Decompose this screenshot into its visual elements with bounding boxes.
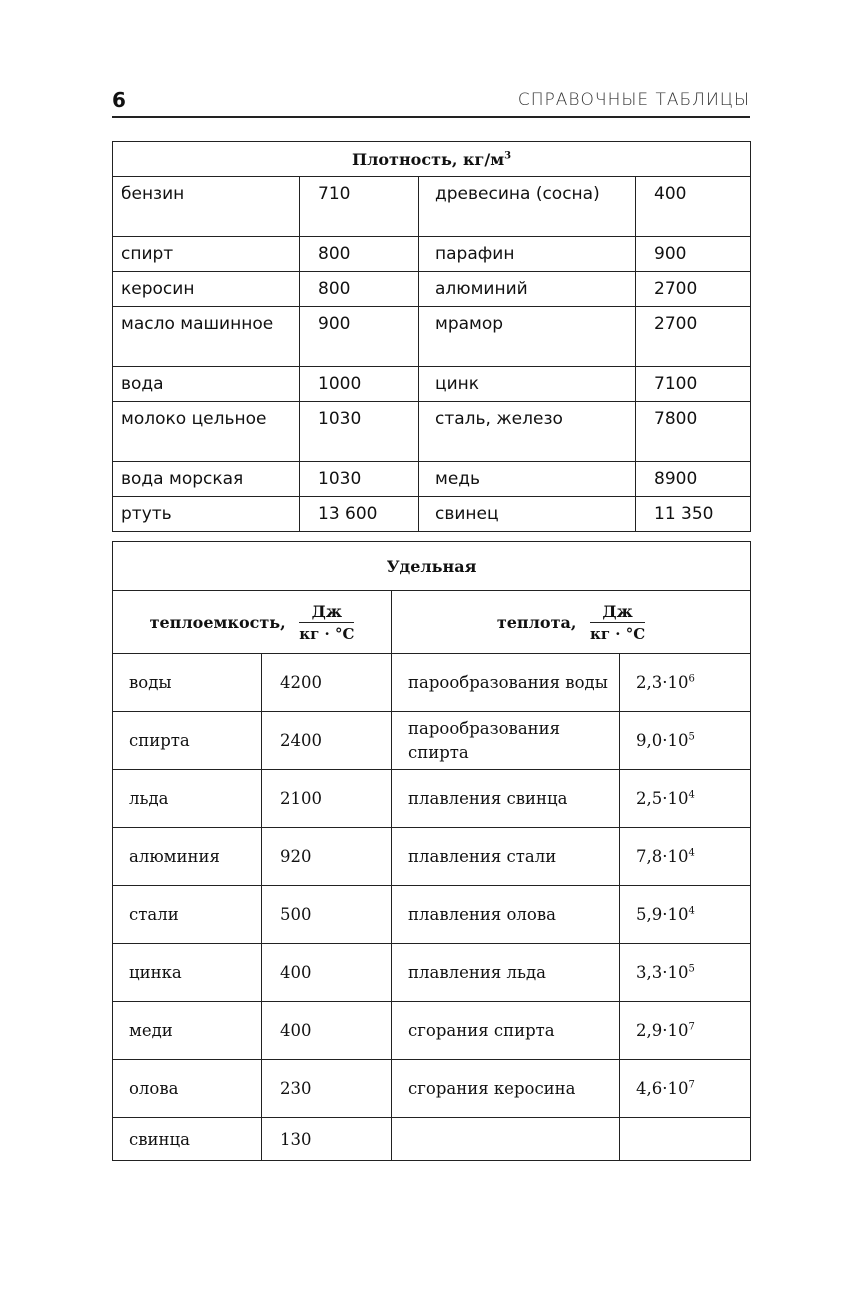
heat-value [620, 944, 751, 1002]
heat-value-mantissa: 3,3 [636, 963, 663, 982]
density-name: вода морская [113, 462, 300, 497]
density-value: 13 600 [300, 497, 419, 532]
heat-capacity-value: 230 [262, 1060, 392, 1118]
density-title-superscript: 3 [504, 150, 512, 162]
heat-value [620, 712, 751, 770]
heat-process: плавления льда [392, 944, 620, 1002]
heat-substance: олова [113, 1060, 262, 1118]
density-value: 8900 [636, 462, 751, 497]
heat-value-mantissa: 4,6 [636, 1079, 663, 1098]
heat-substance: цинка [113, 944, 262, 1002]
heat-table [112, 541, 751, 1161]
heat-capacity-header [113, 591, 392, 654]
heat-capacity-value: 500 [262, 886, 392, 944]
table-row [113, 712, 751, 770]
times-ten: ·10 [662, 905, 689, 924]
heat-table-title: Удельная [113, 542, 751, 591]
density-name: ртуть [113, 497, 300, 532]
density-value: 710 [300, 177, 419, 237]
density-value: 1030 [300, 402, 419, 462]
heat-value-exponent: 7 [688, 1021, 695, 1033]
heat-value-mantissa: 9,0 [636, 731, 663, 750]
unit-denominator: кг · °С [590, 624, 646, 643]
density-value: 1030 [300, 462, 419, 497]
heat-value-exponent: 5 [688, 963, 695, 975]
table-row [113, 367, 751, 402]
table-row [113, 462, 751, 497]
heat-process: сгорания керосина [392, 1060, 620, 1118]
unit-denominator: кг · °С [299, 624, 355, 643]
heat-value [620, 654, 751, 712]
density-value: 2700 [636, 307, 751, 367]
page-header [112, 88, 750, 118]
times-ten: ·10 [662, 1021, 689, 1040]
density-name: молоко цельное [113, 402, 300, 462]
table-row [113, 237, 751, 272]
heat-value-exponent: 6 [688, 673, 695, 685]
density-table-title [113, 142, 751, 177]
table-row [113, 886, 751, 944]
heat-value [620, 1118, 751, 1161]
heat-value [620, 828, 751, 886]
times-ten: ·10 [662, 789, 689, 808]
heat-substance: воды [113, 654, 262, 712]
table-row [113, 654, 751, 712]
heat-process: парообразования спирта [392, 712, 620, 770]
heat-value-mantissa: 7,8 [636, 847, 663, 866]
density-value: 900 [636, 237, 751, 272]
density-name: масло машинное [113, 307, 300, 367]
running-title: СПРАВОЧНЫЕ ТАБЛИЦЫ [517, 90, 750, 110]
capacity-unit-fraction [299, 602, 354, 643]
table-row [113, 402, 751, 462]
heat-process [392, 1118, 620, 1161]
density-name: алюминий [419, 272, 636, 307]
table-row [113, 1118, 751, 1161]
heat-capacity-label: теплоемкость, [149, 612, 286, 632]
density-value: 7100 [636, 367, 751, 402]
times-ten: ·10 [662, 1079, 689, 1098]
density-value: 2700 [636, 272, 751, 307]
unit-numerator: Дж [299, 602, 354, 623]
table-row [113, 944, 751, 1002]
heat-capacity-value: 2400 [262, 712, 392, 770]
density-name: древесина (сосна) [419, 177, 636, 237]
heat-value-exponent: 4 [688, 905, 695, 917]
heat-value [620, 770, 751, 828]
density-value: 800 [300, 237, 419, 272]
density-value: 1000 [300, 367, 419, 402]
heat-unit-fraction [590, 602, 645, 643]
table-row [113, 177, 751, 237]
heat-value-mantissa: 2,5 [636, 789, 663, 808]
heat-process: сгорания спирта [392, 1002, 620, 1060]
density-name: спирт [113, 237, 300, 272]
heat-capacity-value: 920 [262, 828, 392, 886]
specific-heat-header [392, 591, 751, 654]
density-name: цинк [419, 367, 636, 402]
heat-capacity-value: 400 [262, 1002, 392, 1060]
heat-capacity-value: 2100 [262, 770, 392, 828]
heat-value [620, 1002, 751, 1060]
heat-substance: стали [113, 886, 262, 944]
table-row [113, 770, 751, 828]
density-value: 400 [636, 177, 751, 237]
heat-substance: спирта [113, 712, 262, 770]
table-row [113, 828, 751, 886]
unit-numerator: Дж [590, 602, 645, 623]
table-row [113, 497, 751, 532]
density-value: 7800 [636, 402, 751, 462]
heat-value-mantissa: 5,9 [636, 905, 663, 924]
heat-substance: свинца [113, 1118, 262, 1161]
density-name: парафин [419, 237, 636, 272]
page-number: 6 [112, 88, 126, 112]
heat-value [620, 1060, 751, 1118]
times-ten: ·10 [662, 673, 689, 692]
heat-value-mantissa: 2,3 [636, 673, 663, 692]
times-ten: ·10 [662, 963, 689, 982]
heat-process: плавления свинца [392, 770, 620, 828]
density-table [112, 141, 751, 532]
table-row [113, 307, 751, 367]
heat-value-exponent: 5 [688, 731, 695, 743]
density-value: 800 [300, 272, 419, 307]
times-ten: ·10 [662, 847, 689, 866]
density-name: мрамор [419, 307, 636, 367]
table-row [113, 1060, 751, 1118]
density-name: керосин [113, 272, 300, 307]
heat-capacity-value: 400 [262, 944, 392, 1002]
heat-value-exponent: 7 [688, 1079, 695, 1091]
heat-value-exponent: 4 [688, 789, 695, 801]
table-row [113, 1002, 751, 1060]
density-name: сталь, железо [419, 402, 636, 462]
density-value: 900 [300, 307, 419, 367]
density-name: свинец [419, 497, 636, 532]
density-name: медь [419, 462, 636, 497]
specific-heat-label: теплота, [496, 612, 577, 632]
density-name: вода [113, 367, 300, 402]
heat-substance: льда [113, 770, 262, 828]
heat-value-mantissa: 2,9 [636, 1021, 663, 1040]
density-value: 11 350 [636, 497, 751, 532]
heat-value-exponent: 4 [688, 847, 695, 859]
heat-capacity-value: 130 [262, 1118, 392, 1161]
heat-substance: меди [113, 1002, 262, 1060]
density-title-text: Плотность, кг/м [351, 149, 505, 169]
density-name: бензин [113, 177, 300, 237]
times-ten: ·10 [662, 731, 689, 750]
heat-capacity-value: 4200 [262, 654, 392, 712]
heat-substance: алюминия [113, 828, 262, 886]
heat-value [620, 886, 751, 944]
table-row [113, 272, 751, 307]
heat-process: парообразования воды [392, 654, 620, 712]
heat-process: плавления олова [392, 886, 620, 944]
heat-process: плавления стали [392, 828, 620, 886]
